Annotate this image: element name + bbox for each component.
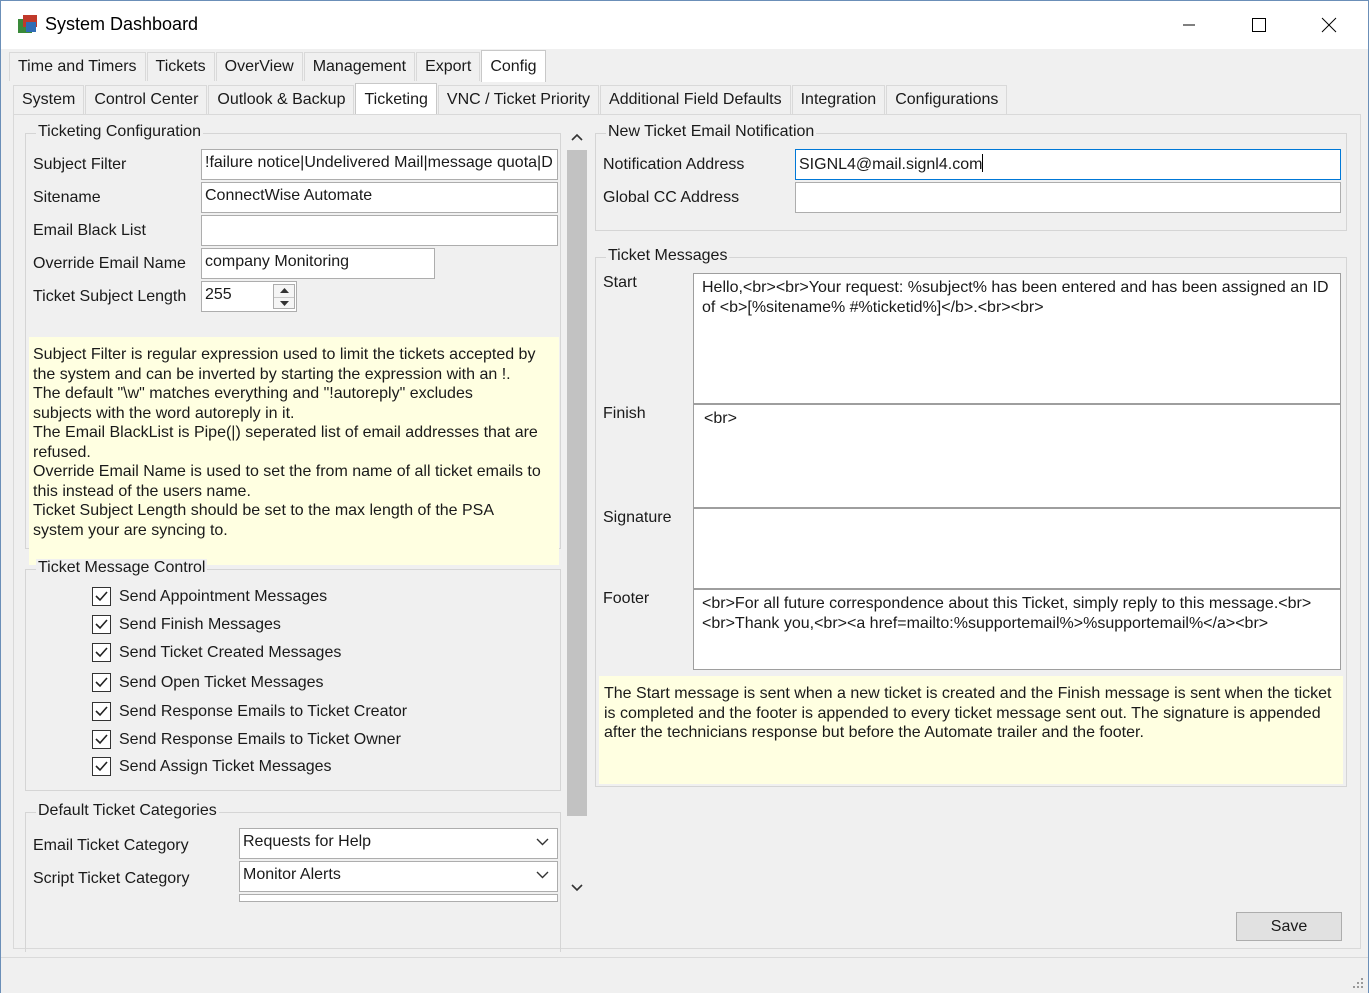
check-icon	[95, 761, 108, 772]
checkbox-send-open-ticket[interactable]	[92, 673, 324, 692]
message-control-title: Ticket Message Control	[38, 559, 206, 576]
tab-time-and-timers[interactable]: Time and Timers	[9, 52, 146, 81]
check-icon	[95, 591, 108, 602]
resize-grip-icon[interactable]	[1352, 977, 1364, 989]
email-blacklist-input[interactable]	[201, 215, 558, 246]
ticket-subject-length-label: Ticket Subject Length	[33, 288, 187, 305]
check-icon	[95, 734, 108, 745]
email-category-value: Requests for Help	[243, 833, 372, 850]
checkbox[interactable]	[92, 673, 111, 692]
help-line: the system and can be inverted by starting the expression with an !.	[33, 365, 511, 383]
ticket-messages-help-text: The Start message is sent when a new ticket is created and the Finish message is sent when the ticket is completed and the footer is appended to every ticket message sent out. The signature is appended after the technicians response but before the Automate trailer and the footer.	[599, 676, 1343, 784]
tab-export[interactable]: Export	[416, 52, 480, 81]
help-line: Ticket Subject Length should be set to the max length of the PSA	[33, 502, 495, 519]
checkbox[interactable]	[92, 757, 111, 776]
check-icon	[95, 647, 108, 658]
sitename-input[interactable]: ConnectWise Automate	[201, 182, 558, 213]
notification-address-input[interactable]	[795, 149, 1341, 180]
notification-address-value: SIGNL4@mail.signl4.com	[799, 156, 983, 173]
main-tab-bar	[9, 49, 547, 81]
email-category-label: Email Ticket Category	[33, 837, 189, 854]
tab-system[interactable]: System	[13, 85, 84, 114]
checkbox[interactable]	[92, 730, 111, 749]
footer-textarea[interactable]: <br>For all future correspondence about this Ticket, simply reply to this message.<br><br>Thank you,<br><a href=mailto:%supportemail%>%supportemail%</a><br>	[693, 589, 1341, 670]
signature-label: Signature	[603, 509, 672, 526]
ticketing-config-group	[25, 123, 561, 549]
finish-label: Finish	[603, 405, 646, 422]
maximize-icon	[1251, 17, 1267, 33]
chevron-down-icon	[536, 871, 549, 879]
checkbox[interactable]	[92, 643, 111, 662]
tab-additional-field-defaults[interactable]: Additional Field Defaults	[600, 85, 791, 114]
scroll-up-button[interactable]	[566, 127, 588, 147]
checkbox-response-owner[interactable]	[92, 730, 401, 749]
tab-vnc-ticket-priority[interactable]: VNC / Ticket Priority	[438, 85, 599, 114]
window-title: System Dashboard	[45, 14, 199, 34]
tab-outlook-backup[interactable]: Outlook & Backup	[208, 85, 354, 114]
subject-filter-input[interactable]: !failure notice|Undelivered Mail|message quota|D	[201, 149, 558, 180]
spin-down-button[interactable]	[274, 297, 294, 309]
subject-filter-label: Subject Filter	[33, 156, 127, 173]
checkbox-label: Send Response Emails to Ticket Owner	[119, 730, 401, 748]
checkbox-label: Send Response Emails to Ticket Creator	[119, 702, 408, 720]
email-notification-group	[595, 123, 1347, 231]
minimize-icon	[1181, 17, 1197, 33]
chevron-down-icon	[571, 884, 583, 892]
chevron-down-icon	[536, 838, 549, 846]
status-bar	[1, 957, 1368, 993]
checkbox[interactable]	[92, 587, 111, 606]
save-button[interactable]: Save	[1236, 912, 1342, 941]
help-line: Subject Filter is regular expression used to limit the tickets accepted by	[33, 346, 536, 363]
checkbox[interactable]	[92, 615, 111, 634]
message-control-group	[25, 559, 561, 791]
start-message-textarea[interactable]: Hello,<br><br>Your request: %subject% has been entered and has been assigned an ID of <b>[%sitename% #%ticketid%]</b>.<br><br>	[693, 273, 1341, 404]
ticketing-panel	[13, 114, 1361, 949]
tab-management[interactable]: Management	[304, 52, 415, 81]
check-icon	[95, 677, 108, 688]
ticket-subject-length-value: 255	[205, 286, 232, 303]
minimize-button[interactable]	[1159, 7, 1219, 43]
spinner-buttons[interactable]	[273, 284, 295, 309]
maximize-button[interactable]	[1229, 7, 1289, 43]
override-email-name-input[interactable]: company Monitoring	[201, 248, 435, 279]
email-notification-title: New Ticket Email Notification	[608, 123, 815, 140]
checkbox-assign-ticket[interactable]	[92, 757, 332, 776]
help-line: system your are syncing to.	[33, 521, 228, 539]
help-line: The Email BlackList is Pipe(|) seperated list of email addresses that are	[33, 424, 538, 441]
arrow-up-icon	[280, 288, 289, 294]
checkbox-send-appointment[interactable]	[92, 587, 327, 606]
ticketing-help-text	[29, 337, 559, 565]
start-label: Start	[603, 274, 637, 291]
tab-configurations[interactable]: Configurations	[886, 85, 1007, 114]
check-icon	[95, 706, 108, 717]
notification-address-label: Notification Address	[603, 156, 745, 173]
tab-ticketing[interactable]: Ticketing	[355, 83, 436, 115]
tab-integration[interactable]: Integration	[792, 85, 886, 114]
app-icon	[17, 13, 39, 35]
override-email-name-label: Override Email Name	[33, 255, 186, 272]
config-tab-bar	[13, 83, 1008, 114]
categories-title: Default Ticket Categories	[38, 802, 217, 819]
help-line: this instead of the users name.	[33, 482, 251, 500]
signature-textarea[interactable]	[693, 508, 1341, 589]
footer-label: Footer	[603, 590, 650, 607]
third-category-select[interactable]	[239, 894, 558, 902]
tab-control-center[interactable]: Control Center	[85, 85, 207, 114]
tab-config[interactable]: Config	[481, 50, 545, 82]
script-category-label: Script Ticket Category	[33, 870, 190, 887]
email-category-select[interactable]	[239, 828, 558, 859]
global-cc-label: Global CC Address	[603, 189, 740, 206]
scroll-down-button[interactable]	[566, 878, 588, 898]
checkbox-label: Send Finish Messages	[119, 615, 281, 633]
close-button[interactable]	[1299, 7, 1359, 43]
categories-group	[25, 802, 561, 952]
text-cursor	[982, 154, 983, 172]
help-line: The default "\w" matches everything and "!autoreply" excludes	[33, 385, 473, 402]
ticket-subject-length-spinner[interactable]	[201, 281, 297, 312]
help-line: refused.	[33, 443, 91, 461]
tab-tickets[interactable]: Tickets	[147, 52, 215, 81]
help-line: Override Email Name is used to set the from name of all ticket emails to	[33, 463, 541, 480]
check-icon	[95, 619, 108, 630]
checkbox-label: Send Open Ticket Messages	[119, 673, 324, 691]
tab-overview[interactable]: OverView	[216, 52, 303, 81]
spin-up-button[interactable]	[274, 285, 294, 297]
checkbox-label: Send Ticket Created Messages	[119, 643, 342, 661]
scrollbar-thumb[interactable]	[567, 150, 587, 816]
ticket-messages-title: Ticket Messages	[608, 247, 728, 264]
sitename-label: Sitename	[33, 189, 101, 206]
checkbox-label: Send Appointment Messages	[119, 587, 328, 605]
email-blacklist-label: Email Black List	[33, 222, 146, 239]
arrow-down-icon	[280, 301, 289, 307]
checkbox-send-finish[interactable]	[92, 615, 281, 634]
title-bar[interactable]	[1, 1, 1368, 49]
chevron-up-icon	[571, 133, 583, 141]
script-category-value: Monitor Alerts	[243, 866, 341, 883]
global-cc-input[interactable]	[795, 182, 1341, 213]
checkbox-response-creator[interactable]	[92, 702, 407, 721]
ticketing-config-title: Ticketing Configuration	[38, 123, 202, 140]
checkbox-label: Send Assign Ticket Messages	[119, 757, 332, 775]
checkbox[interactable]	[92, 702, 111, 721]
checkbox-send-ticket-created[interactable]	[92, 643, 341, 662]
ticket-messages-group	[595, 247, 1347, 787]
help-line: subjects with the word autoreply in it.	[33, 404, 295, 422]
close-icon	[1321, 17, 1337, 33]
finish-message-textarea[interactable]: <br>	[693, 404, 1341, 508]
script-category-select[interactable]	[239, 861, 558, 892]
